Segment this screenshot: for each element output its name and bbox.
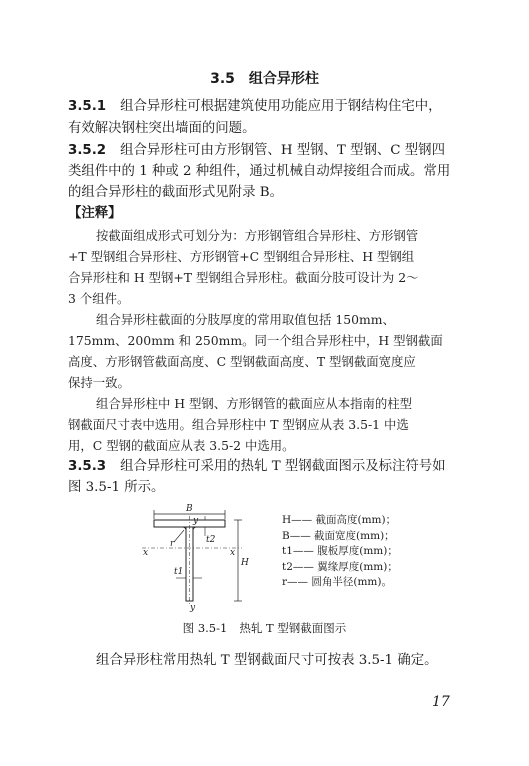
section-title	[0, 68, 529, 88]
note-p3-line-3: 用，C 型钢的截面应从表 3.5-2 中选用。	[68, 438, 295, 453]
label-H: H	[241, 558, 249, 568]
legend-item: t2—— 翼缘厚度(mm)；	[282, 560, 398, 573]
figure-caption	[0, 620, 529, 636]
note-p2-line-3: 高度、方形钢管截面高度、C 型钢截面高度、T 型钢截面宽度应	[68, 354, 416, 369]
t-section-figure	[138, 502, 278, 612]
legend-item: H—— 截面高度(mm)；	[282, 514, 397, 526]
clause-3-5-2-line-1: 3.5.2 组合异形柱可由方形钢管、H 型钢、T 型钢、C 型钢四	[68, 143, 445, 158]
clause-3-5-3-line-2: 图 3.5-1 所示。	[68, 480, 165, 495]
label-B: B	[186, 504, 193, 514]
caption-number: 图 3.5-1	[182, 621, 228, 635]
caption-title: 热轧 T 型钢截面图示	[239, 621, 347, 635]
closing-paragraph: 组合异形柱常用热轧 T 型钢截面尺寸可按表 3.5-1 确定。	[96, 653, 438, 668]
note-p1-line-3: 合异形柱和 H 型钢+T 型钢组合异形柱。截面分肢可设计为 2～	[68, 270, 419, 285]
note-p3-line-2: 钢截面尺寸表中选用。组合异形柱中 T 型钢应从表 3.5-1 中选	[68, 417, 409, 432]
label-t1: t1	[174, 567, 184, 577]
clause-3-5-2-line-3: 的组合异形柱的截面形式见附录 B。	[68, 185, 283, 200]
note-p1-line-2: +T 型钢组合异形柱、方形钢管+C 型钢组合异形柱、H 型钢组	[68, 249, 415, 264]
label-t2: t2	[206, 535, 216, 545]
legend-item: t1—— 腹板厚度(mm)；	[282, 545, 398, 558]
label-y-bottom: y	[190, 603, 196, 612]
label-r: r	[170, 539, 175, 549]
note-p3-line-1: 组合异形柱中 H 型钢、方形钢管的截面应从本指南的柱型	[96, 396, 413, 411]
note-label: 【注释】	[68, 206, 122, 221]
clause-number: 3.5.1	[68, 99, 107, 114]
clause-3-5-1-line-1: 3.5.1 组合异形柱可根据建筑使用功能应用于钢结构住宅中，	[68, 99, 442, 114]
note-p1-line-1: 按截面组成形式可划分为：方形钢管组合异形柱、方形钢管	[96, 228, 419, 243]
clause-3-5-3-line-1: 3.5.3 组合异形柱可采用的热轧 T 型钢截面图示及标注符号如	[68, 459, 446, 474]
clause-number: 3.5.2	[68, 143, 107, 158]
clause-3-5-1-line-2: 有效解决钢柱突出墙面的问题。	[68, 121, 256, 136]
section-title-text: 组合异形柱	[248, 71, 319, 87]
clause-number: 3.5.3	[68, 459, 107, 474]
section-number: 3.5	[210, 71, 235, 87]
note-p2-line-2: 175mm、200mm 和 250mm。同一个组合异形柱中，H 型钢截面	[68, 333, 443, 348]
note-p1-line-4: 3 个组件。	[68, 291, 130, 306]
page-number: 17	[432, 694, 450, 710]
clause-3-5-2-line-2: 类组件中的 1 种或 2 种组件，通过机械自动焊接组合而成。常用	[68, 164, 451, 179]
note-p2-line-1: 组合异形柱截面的分肢厚度的常用取值包括 150mm、	[96, 312, 395, 327]
label-y-top: y	[193, 516, 199, 526]
legend-item: B—— 截面宽度(mm)；	[282, 529, 395, 542]
label-x-left: x	[143, 548, 149, 558]
legend-item: r—— 圆角半径(mm)。	[282, 576, 392, 589]
figure-legend	[282, 513, 398, 591]
label-x-right: x	[230, 548, 236, 558]
note-p2-line-4: 保持一致。	[68, 375, 130, 390]
